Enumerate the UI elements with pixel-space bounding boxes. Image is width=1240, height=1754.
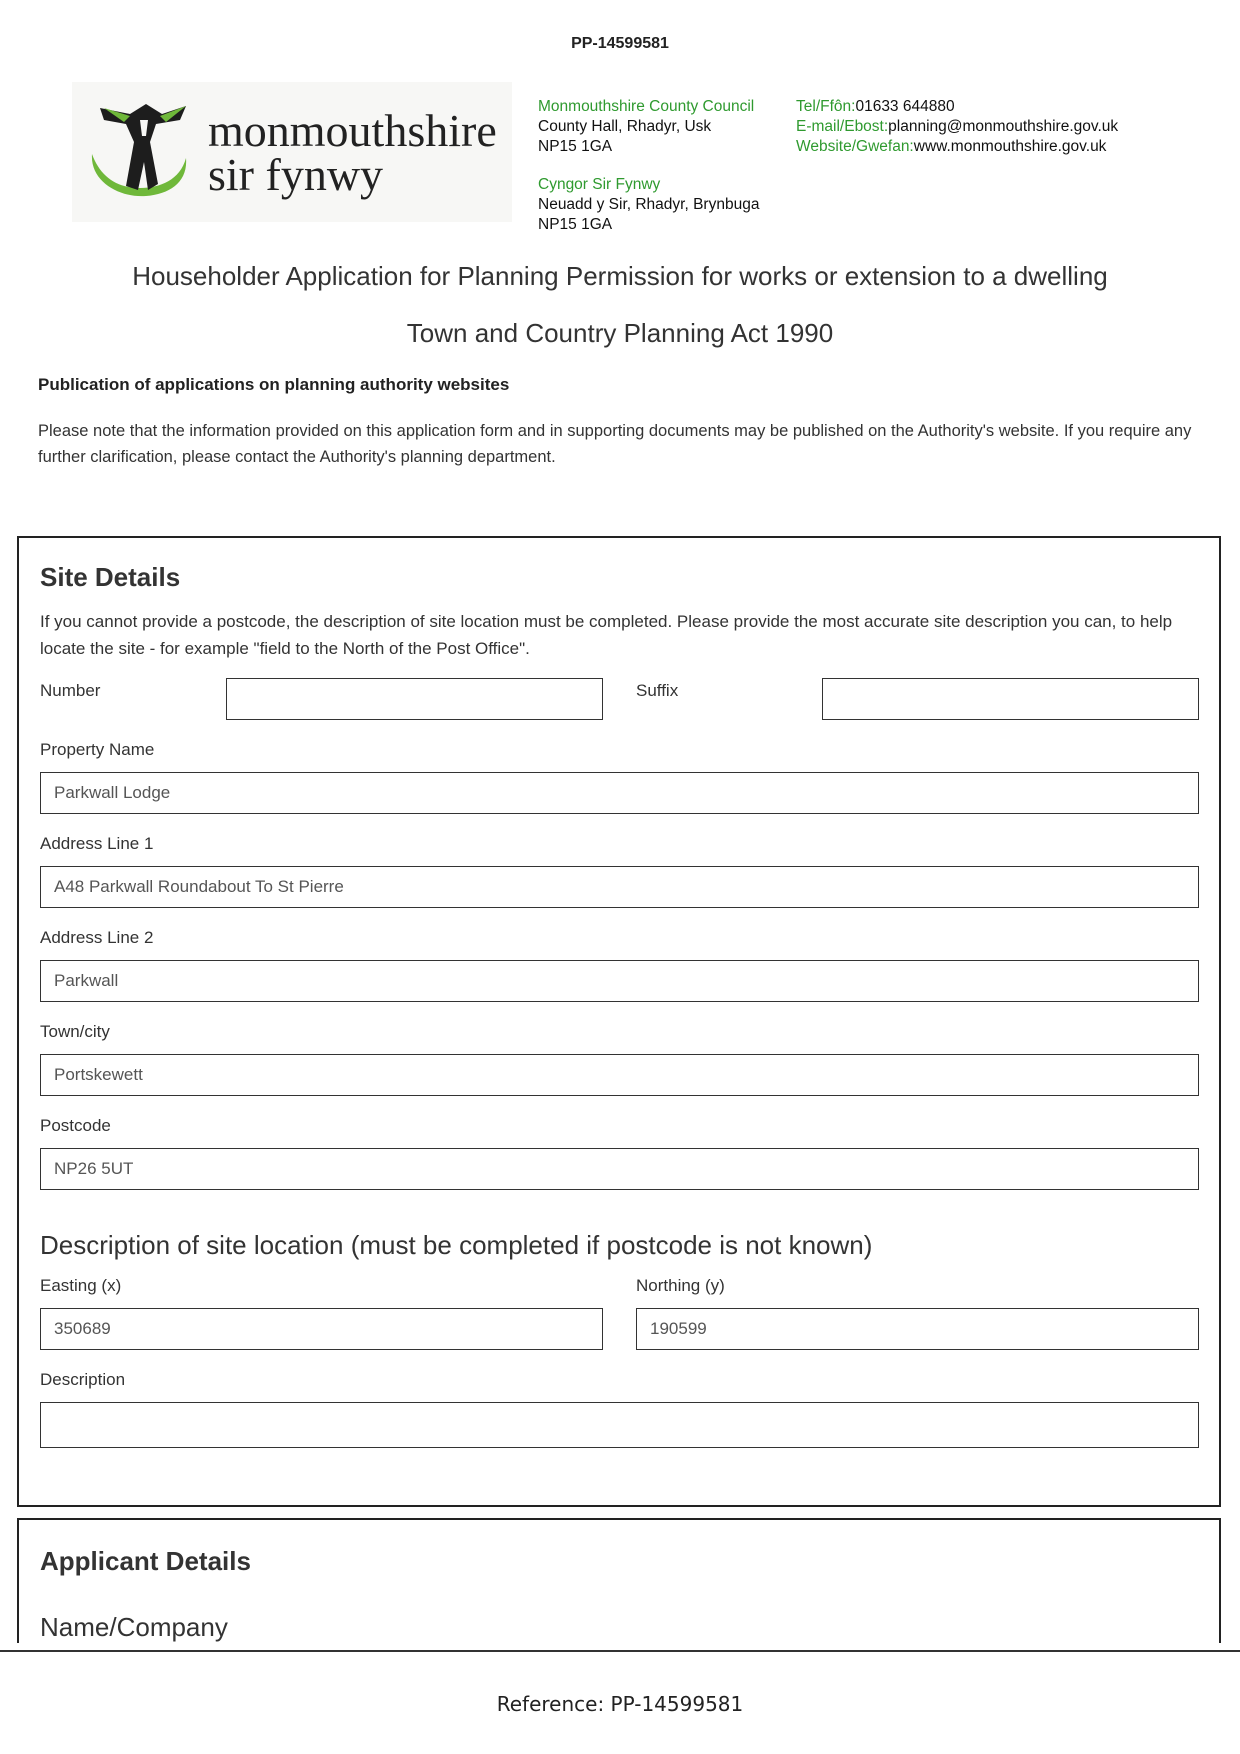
site-location-heading: Description of site location (must be completed if postcode is not known)	[40, 1230, 873, 1260]
number-label: Number	[40, 681, 101, 700]
logo-text-english: monmouthshire	[208, 105, 497, 156]
address-line2-field[interactable]: Parkwall	[40, 960, 1199, 1002]
council-address-english	[538, 97, 754, 157]
form-act-title: Town and Country Planning Act 1990	[406, 318, 834, 348]
postcode-label: Postcode	[40, 1116, 111, 1135]
property-name-field[interactable]: Parkwall Lodge	[40, 772, 1199, 814]
site-details-title: Site Details	[40, 562, 181, 592]
council-name-welsh: Cyngor Sir Fynwy	[538, 176, 661, 193]
council-address-line1: County Hall, Rhadyr, Usk	[538, 118, 712, 135]
number-field[interactable]	[226, 678, 603, 720]
email-value: planning@monmouthshire.gov.uk	[888, 118, 1119, 135]
town-field[interactable]: Portskewett	[40, 1054, 1199, 1096]
postcode-field[interactable]: NP26 5UT	[40, 1148, 1199, 1190]
form-title: Householder Application for Planning Permission for works or extension to a dwelling	[132, 261, 1108, 291]
address-line1-label: Address Line 1	[40, 834, 154, 853]
description-label: Description	[40, 1370, 126, 1389]
suffix-field[interactable]	[822, 678, 1199, 720]
town-label: Town/city	[40, 1022, 110, 1041]
council-address-welsh-postcode: NP15 1GA	[538, 216, 613, 233]
document-reference: PP-14599581	[571, 35, 669, 52]
council-name-english: Monmouthshire County Council	[538, 98, 755, 115]
northing-label: Northing (y)	[636, 1276, 725, 1295]
tel-label: Tel/Ffôn:	[796, 98, 856, 115]
suffix-label: Suffix	[636, 681, 679, 700]
description-field[interactable]	[40, 1402, 1199, 1448]
dragon-emblem-icon	[90, 102, 200, 202]
applicant-details-title: Applicant Details	[40, 1546, 251, 1576]
email-label: E-mail/Ebost:	[796, 118, 889, 135]
footer-divider	[0, 1650, 1240, 1652]
website-label: Website/Gwefan:	[796, 138, 914, 155]
footer-reference: Reference: PP-14599581	[496, 1692, 744, 1716]
publication-notice: Please note that the information provided on this application form and in supporting documents may be published on the Authority's website. If you require any further clarification, please contact the Authority's planning department.	[38, 422, 1192, 466]
council-logo	[72, 82, 512, 222]
council-address-welsh	[538, 175, 759, 235]
name-company-heading: Name/Company	[40, 1612, 228, 1642]
council-address-welsh-line1: Neuadd y Sir, Rhadyr, Brynbuga	[538, 196, 760, 213]
logo-text-welsh: sir fynwy	[208, 149, 384, 200]
property-name-label: Property Name	[40, 740, 155, 759]
tel-value: 01633 644880	[855, 98, 955, 115]
site-details-intro: If you cannot provide a postcode, the description of site location must be completed. Please provide the most accurate site description you can, to help locate the site - for example "field to the North of the Post Office".	[40, 612, 1173, 658]
address-line1-field[interactable]: A48 Parkwall Roundabout To St Pierre	[40, 866, 1199, 908]
publication-heading: Publication of applications on planning authority websites	[38, 375, 510, 394]
website-value: www.monmouthshire.gov.uk	[913, 138, 1107, 155]
address-line2-label: Address Line 2	[40, 928, 154, 947]
northing-field[interactable]: 190599	[636, 1308, 1199, 1350]
council-address-postcode: NP15 1GA	[538, 138, 613, 155]
easting-field[interactable]: 350689	[40, 1308, 603, 1350]
council-contact	[796, 97, 1118, 157]
easting-label: Easting (x)	[40, 1276, 122, 1295]
